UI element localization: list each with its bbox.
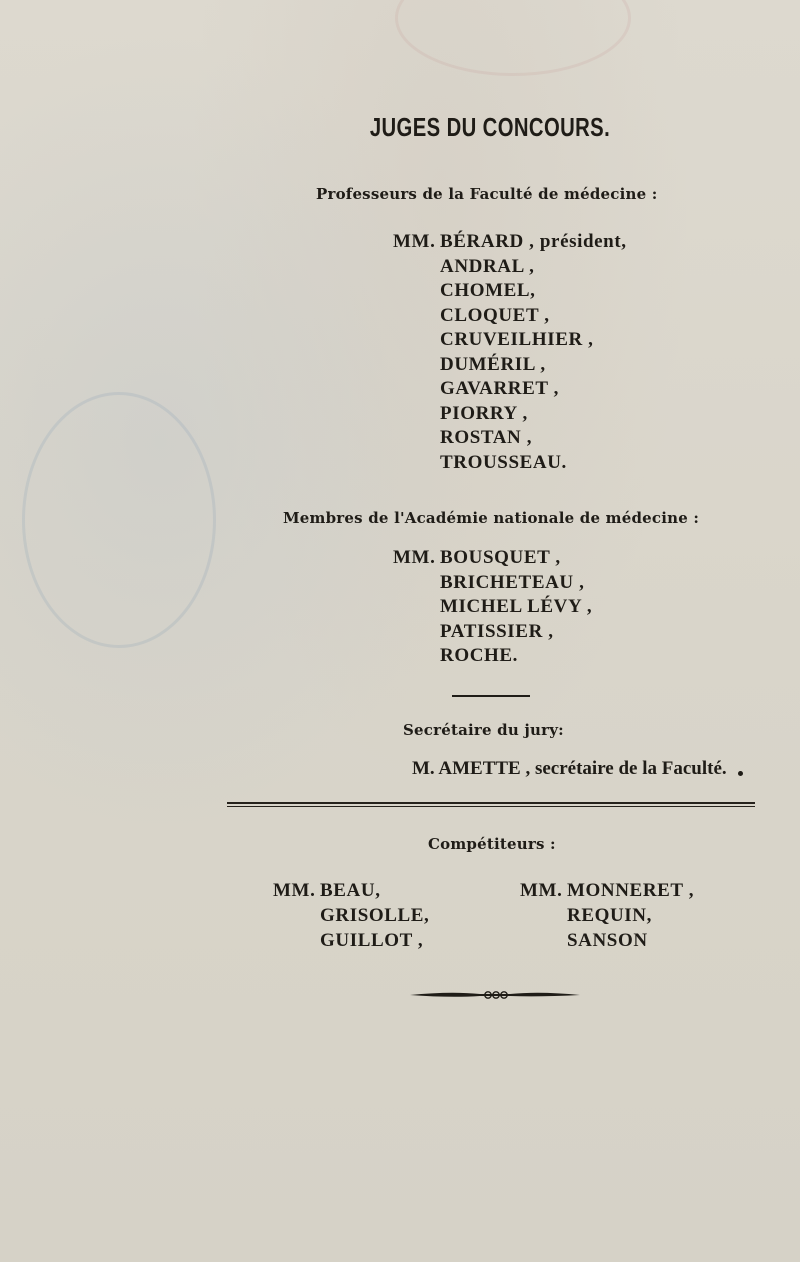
mm-prefix: MM. xyxy=(273,880,316,901)
academy-list xyxy=(393,546,592,669)
judge-name: BOUSQUET , xyxy=(440,547,561,568)
judge-name: CRUVEILHIER , xyxy=(440,329,594,350)
list-item xyxy=(393,451,627,476)
ornament-divider xyxy=(410,987,580,1003)
judge-name: GAVARRET , xyxy=(440,378,559,399)
judge-name: BÉRARD , président, xyxy=(440,231,627,252)
bleed-through-stamp-top xyxy=(395,0,631,76)
judge-name: CLOQUET , xyxy=(440,304,550,326)
list-item xyxy=(393,377,627,402)
professors-heading: Professeurs de la Faculté de médecine : xyxy=(316,185,658,203)
mm-prefix: MM. xyxy=(520,880,563,901)
competitor-name: MONNERET , xyxy=(567,880,695,901)
list-item xyxy=(393,546,592,571)
judge-name: ROCHE. xyxy=(440,645,519,666)
mm-prefix: MM. xyxy=(393,231,436,252)
judge-name: ROSTAN , xyxy=(440,427,533,448)
list-item xyxy=(273,928,429,953)
mm-prefix: MM. xyxy=(393,547,436,568)
list-item xyxy=(393,644,592,669)
judge-name: PATISSIER , xyxy=(440,620,554,642)
list-item xyxy=(393,353,627,378)
list-item xyxy=(273,878,429,903)
divider-double xyxy=(227,802,755,807)
bleed-through-stamp xyxy=(22,392,216,648)
competitors-right-list xyxy=(520,878,694,953)
divider-short xyxy=(452,695,530,697)
judge-name: ANDRAL , xyxy=(440,255,535,277)
list-item xyxy=(393,304,627,329)
judge-name: BRICHETEAU , xyxy=(440,571,585,593)
professors-list xyxy=(393,230,627,475)
list-item xyxy=(393,279,627,304)
competitors-heading: Compétiteurs : xyxy=(428,835,556,853)
list-item xyxy=(520,903,694,928)
competitor-name: BEAU, xyxy=(320,880,381,901)
page-title: JUGES DU CONCOURS. xyxy=(369,112,611,142)
list-item xyxy=(393,426,627,451)
competitor-name: GRISOLLE, xyxy=(320,905,430,926)
list-item xyxy=(393,328,627,353)
competitor-name: SANSON xyxy=(567,930,648,951)
secretary-text: M. AMETTE , secrétaire de la Faculté. xyxy=(412,758,727,779)
secretary-heading: Secrétaire du jury: xyxy=(403,721,564,739)
academy-heading: Membres de l'Académie nationale de médecine : xyxy=(283,509,700,527)
judge-name: DUMÉRIL , xyxy=(440,353,546,375)
list-item xyxy=(520,928,694,953)
ink-dot xyxy=(738,771,743,776)
judge-name: CHOMEL, xyxy=(440,280,536,301)
judge-name: MICHEL LÉVY , xyxy=(440,596,593,617)
list-item xyxy=(393,255,627,280)
list-item xyxy=(393,595,592,620)
list-item xyxy=(393,230,627,255)
competitor-name: GUILLOT , xyxy=(320,930,424,951)
list-item xyxy=(393,571,592,596)
judge-name: TROUSSEAU. xyxy=(440,451,567,473)
judge-name: PIORRY , xyxy=(440,402,528,424)
competitor-name: REQUIN, xyxy=(567,905,652,926)
list-item xyxy=(393,402,627,427)
list-item xyxy=(273,903,429,928)
competitors-left-list xyxy=(273,878,429,953)
list-item xyxy=(393,620,592,645)
list-item xyxy=(520,878,694,903)
